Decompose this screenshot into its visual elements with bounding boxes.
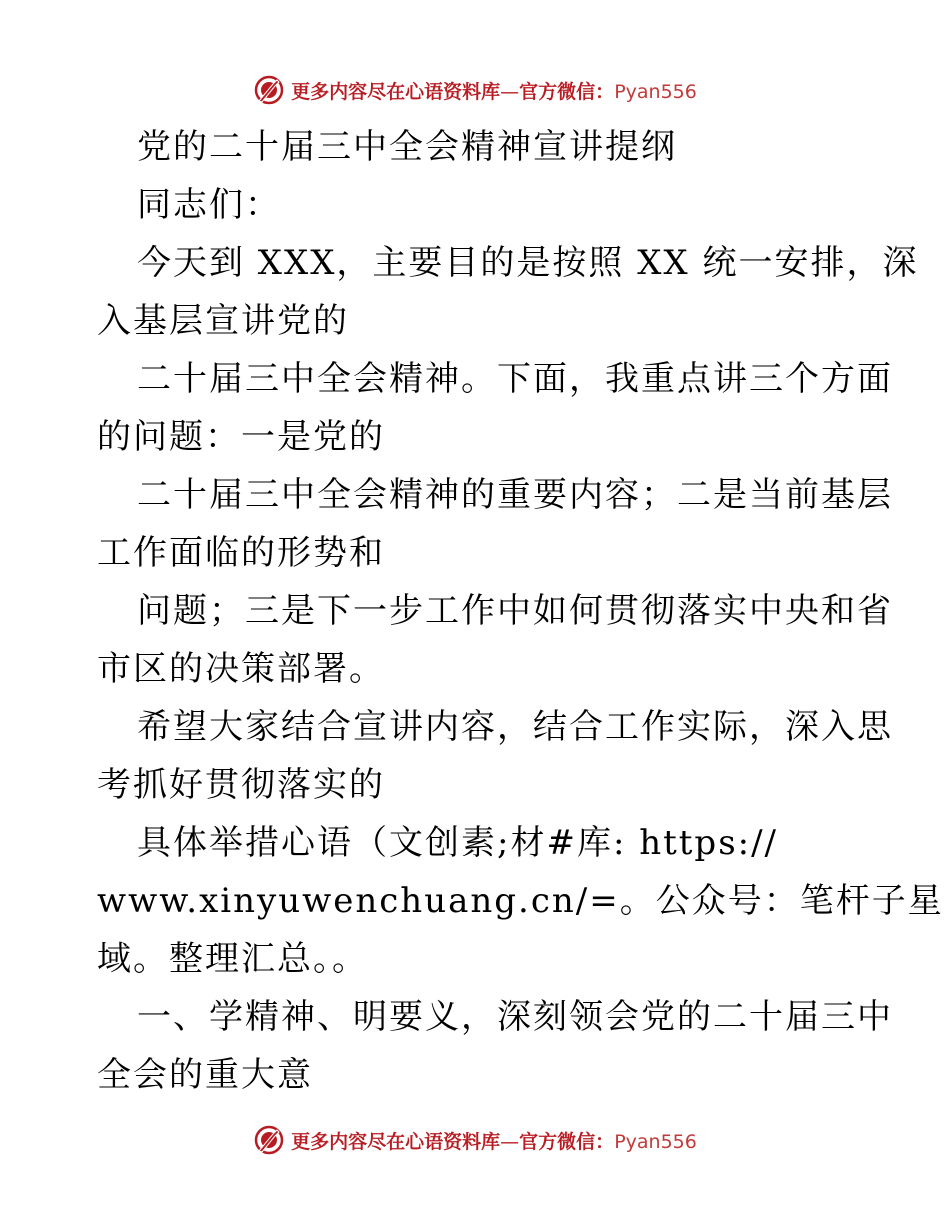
document-body — [97, 118, 944, 1104]
text-line: 工作面临的形势和 — [97, 533, 385, 573]
banner-wechat-id: Pyan556 — [614, 1130, 697, 1153]
text-line: 市区的决策部署。 — [97, 649, 385, 689]
banner-wechat-label: 官方微信： — [519, 80, 615, 103]
text-line: www.xinyuwenchuang.cn/=。公众号：笔杆子星 — [97, 881, 944, 921]
text-line: 具体举措心语（文创素;材#库: https:// — [137, 823, 779, 863]
banner-text: 更多内容尽在心语资料库 — [291, 80, 501, 103]
document-title: 党的二十届三中全会精神宣讲提纲 — [137, 127, 677, 167]
text-line: 今天到 XXX，主要目的是按照 XX 统一安排，深 — [137, 243, 919, 283]
header-banner — [0, 70, 950, 110]
text-line: 二十届三中全会精神。下面，我重点讲三个方面 — [137, 359, 893, 399]
banner-text: 更多内容尽在心语资料库 — [291, 1130, 501, 1153]
banner-separator: — — [500, 80, 520, 103]
footer-banner — [0, 1120, 950, 1160]
text-line: 一、学精神、明要义，深刻领会党的二十届三中 — [137, 997, 893, 1037]
banner-separator: — — [500, 1130, 520, 1153]
quill-seal-icon — [253, 1124, 285, 1156]
text-line: 希望大家结合宣讲内容，结合工作实际，深入思 — [137, 707, 893, 747]
text-line: 域。整理汇总。。 — [97, 939, 368, 979]
text-line: 全会的重大意 — [97, 1055, 313, 1095]
text-line: 问题；三是下一步工作中如何贯彻落实中央和省 — [137, 591, 893, 631]
text-line: 二十届三中全会精神的重要内容；二是当前基层 — [137, 475, 893, 515]
text-line: 入基层宣讲党的 — [97, 301, 349, 341]
quill-seal-icon — [253, 74, 285, 106]
banner-wechat-label: 官方微信： — [519, 1130, 615, 1153]
text-line: 考抓好贯彻落实的 — [97, 765, 385, 805]
text-line: 的问题：一是党的 — [97, 417, 385, 457]
text-line: 同志们： — [137, 185, 281, 225]
banner-wechat-id: Pyan556 — [614, 80, 697, 103]
